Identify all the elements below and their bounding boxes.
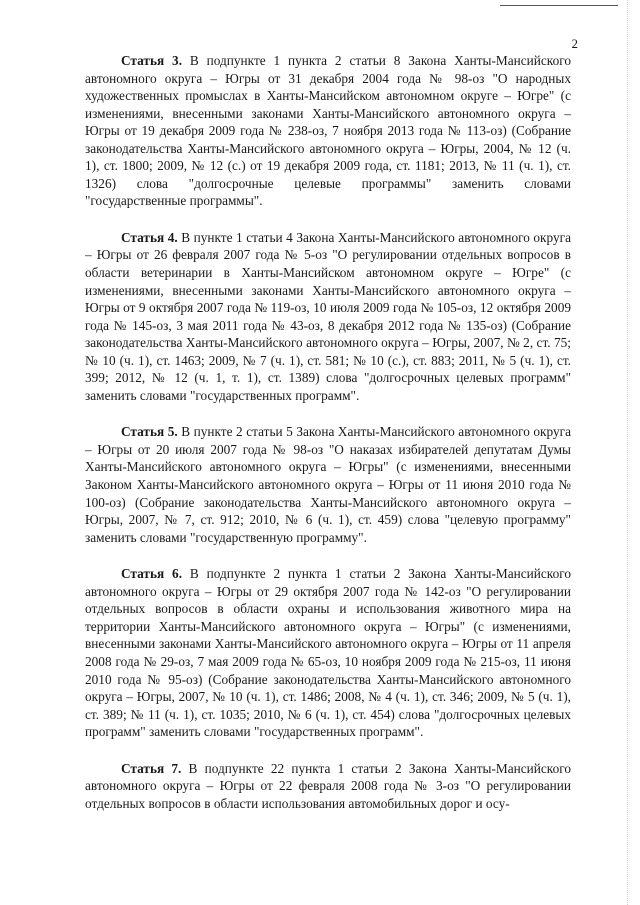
article-4-heading: Статья 4.: [121, 229, 178, 245]
article-3: [85, 52, 571, 210]
article-4-text: В пункте 1 статьи 4 Закона Ханты-Мансийского автономного округа – Югры от 26 февраля 2007 года № 5-оз "О регулировании отдельных вопросов в области ветеринарии в Ханты-Мансийском автономном округе – Югре" (с изменениями, внесенными законами Ханты-Мансийского автономного округа – Югры от 9 октября 2007 года № 119-оз, 10 июля 2009 года № 105-оз, 12 октября 2009 года № 145-оз, 3 мая 2011 года № 43-оз, 8 декабря 2012 года № 135-оз) (Собрание законодательства Ханты-Мансийского автономного округа – Югры, 2007, № 2, ст. 75; № 10 (ч. 1), ст. 1463; 2009, № 7 (ч. 1), ст. 581; № 10 (с.), ст. 883; 2011, № 5 (ч. 1), ст. 399; 2012, № 12 (ч. 1, т. 1), ст. 1389) слова "долгосрочных целевых программ" заменить словами "государственных программ".: [85, 229, 571, 403]
article-6-text: В подпункте 2 пункта 1 статьи 2 Закона Ханты-Мансийского автономного округа – Югры от 29 октября 2007 года № 142-оз "О регулировании отдельных вопросов в области охраны и использования животного мира на территории Ханты-Мансийского автономного округа – Югры" (с изменениями, внесенными законами Ханты-Мансийского автономного округа – Югры от 11 апреля 2008 года № 29-оз, 7 мая 2009 года № 65-оз, 10 ноября 2009 года № 215-оз, 11 июня 2010 года № 95-оз) (Собрание законодательства Ханты-Мансийского автономного округа – Югры, 2007, № 10 (ч. 1), ст. 1486; 2008, № 4 (ч. 1), ст. 346; 2009, № 5 (ч. 1), ст. 389; № 11 (ч. 1), ст. 1035; 2010, № 6 (ч. 1), ст. 454) слова "долгосрочных целевых программ" заменить словами "государственных программ".: [85, 566, 572, 740]
article-5-heading: Статья 5.: [121, 424, 178, 440]
article-5-text: В пункте 2 статьи 5 Закона Ханты-Мансийского автономного округа – Югры от 20 июля 2007 года № 98-оз "О наказах избирателей депутатам Думы Ханты-Мансийского автономного округа – Югры" (с изменениями, внесенными Законом Ханты-Мансийского автономного округа – Югры от 11 июня 2010 года № 100-оз) (Собрание законодательства Ханты-Мансийского автономного округа – Югры, 2007, № 7, ст. 912; 2010, № 6 (ч. 1), ст. 459) слова "целевую программу" заменить словами "государственную программу".: [85, 424, 571, 545]
article-3-heading: Статья 3.: [121, 53, 183, 68]
page-number: 2: [571, 36, 578, 51]
top-rule: [500, 5, 618, 6]
article-3-text: В подпункте 1 пункта 2 статьи 8 Закона Ханты-Мансийского автономного округа – Югры от 31 декабря 2004 года № 98-оз "О народных художественных промыслах в Ханты-Мансийском автономном округе – Югре" (с изменениями, внесенными законами Ханты-Мансийского автономного округа – Югры от 19 декабря 2009 года № 238-оз, 7 ноября 2013 года № 113-оз) (Собрание законодательства Ханты-Мансийского автономного округа – Югры, 2004, № 12 (ч. 1), ст. 1800; 2009, № 12 (с.) от 19 декабря 2009 года, ст. 1181; 2013, № 11 (ч. 1), ст. 1326) слова "долгосрочные целевые программы" заменить словами "государственные программы".: [85, 53, 572, 209]
article-7-heading: Статья 7.: [121, 760, 182, 776]
scan-edge: [627, 0, 628, 905]
article-7: [85, 760, 571, 813]
article-5: [85, 423, 571, 546]
article-6-heading: Статья 6.: [121, 566, 183, 582]
document-body: [85, 52, 571, 831]
article-6: [85, 565, 571, 740]
article-4: [85, 229, 571, 404]
article-7-text: В подпункте 22 пункта 1 статьи 2 Закона Ханты-Мансийского автономного округа – Югры от 22 февраля 2008 года № 3-оз "О регулировании отдельных вопросов в области использования автомобильных дорог и осу-: [85, 760, 571, 811]
